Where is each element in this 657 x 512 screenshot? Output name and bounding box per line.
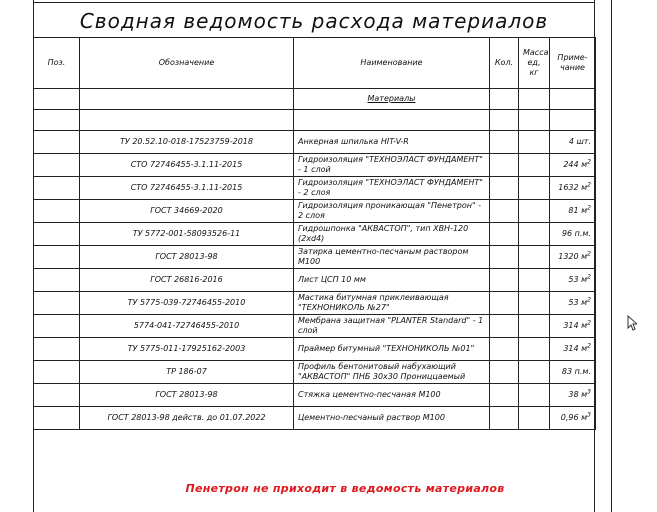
table-row bbox=[34, 131, 596, 154]
cell-qty bbox=[550, 384, 596, 407]
cell-count bbox=[490, 200, 519, 223]
cell-count bbox=[490, 246, 519, 269]
sheet-border-top bbox=[33, 2, 595, 3]
table-row bbox=[34, 177, 596, 200]
cell-pos bbox=[34, 384, 80, 407]
cell-designation: ТУ 20.52.10-018-17523759-2018 bbox=[80, 131, 294, 154]
cell-designation: СТО 72746455-3.1.11-2015 bbox=[80, 154, 294, 177]
cell-designation: ТУ 5775-039-72746455-2010 bbox=[80, 292, 294, 315]
cell-pos bbox=[34, 269, 80, 292]
cell-pos bbox=[34, 177, 80, 200]
table-row bbox=[34, 338, 596, 361]
cell-pos bbox=[34, 361, 80, 384]
table-row bbox=[34, 200, 596, 223]
cell-name: Гидроизоляция "ТЕХНОЭЛАСТ ФУНДАМЕНТ" - 2 слоя bbox=[294, 177, 490, 200]
unit-superscript: 2 bbox=[587, 273, 591, 281]
cell-count bbox=[490, 292, 519, 315]
qty-value: 4 шт. bbox=[568, 137, 591, 146]
cell-name: Профиль бентонитовый набухающий "АКВАСТОП" ПНБ 30х30 Прониццаемый bbox=[294, 361, 490, 384]
header-count: Кол. bbox=[490, 38, 519, 89]
cell-pos bbox=[34, 338, 80, 361]
qty-value: 0,96 м bbox=[560, 413, 588, 422]
cell-name: Гидроизоляция "ТЕХНОЭЛАСТ ФУНДАМЕНТ" - 1 слой bbox=[294, 154, 490, 177]
cell-name: Лист ЦСП 10 мм bbox=[294, 269, 490, 292]
cell-mass bbox=[519, 384, 550, 407]
cell-pos bbox=[34, 407, 80, 430]
unit-superscript: 2 bbox=[587, 296, 591, 304]
cell-count bbox=[490, 407, 519, 430]
cell-count bbox=[490, 223, 519, 246]
materials-table bbox=[33, 37, 596, 430]
qty-value: 53 м bbox=[568, 275, 588, 284]
unit-superscript: 2 bbox=[587, 158, 591, 166]
cell-mass bbox=[519, 292, 550, 315]
mouse-cursor-icon bbox=[627, 315, 637, 331]
header-note: Приме- чание bbox=[550, 38, 596, 89]
table-row bbox=[34, 292, 596, 315]
cell-name: Мембрана защитная "PLANTER Standard" - 1 слой bbox=[294, 315, 490, 338]
cell-pos bbox=[34, 315, 80, 338]
cell-name: Мастика битумная приклеивающая "ТЕХНОНИКОЛЬ №27" bbox=[294, 292, 490, 315]
table-row bbox=[34, 269, 596, 292]
table-row bbox=[34, 384, 596, 407]
table-row bbox=[34, 223, 596, 246]
cell-name: Цементно-песчаный раствор М100 bbox=[294, 407, 490, 430]
empty-row bbox=[34, 110, 596, 131]
cell-qty bbox=[550, 269, 596, 292]
header-name: Наименование bbox=[294, 38, 490, 89]
cell-mass bbox=[519, 269, 550, 292]
cell-name: Затирка цементно-песчаным раствором М100 bbox=[294, 246, 490, 269]
header-pos: Поз. bbox=[34, 38, 80, 89]
cell-pos bbox=[34, 131, 80, 154]
cell-mass bbox=[519, 154, 550, 177]
cell-qty bbox=[550, 338, 596, 361]
cell-mass bbox=[519, 315, 550, 338]
table-row bbox=[34, 361, 596, 384]
qty-value: 1320 м bbox=[558, 252, 588, 261]
cell-designation: СТО 72746455-3.1.11-2015 bbox=[80, 177, 294, 200]
cell-qty bbox=[550, 315, 596, 338]
cell-designation: ТУ 5775-011-17925162-2003 bbox=[80, 338, 294, 361]
cell-pos bbox=[34, 292, 80, 315]
unit-superscript: 2 bbox=[587, 204, 591, 212]
cell-count bbox=[490, 177, 519, 200]
cell-count bbox=[490, 384, 519, 407]
cell-qty bbox=[550, 177, 596, 200]
qty-value: 1632 м bbox=[558, 183, 588, 192]
qty-value: 314 м bbox=[563, 344, 588, 353]
qty-value: 244 м bbox=[563, 160, 588, 169]
cell-qty bbox=[550, 154, 596, 177]
cell-mass bbox=[519, 177, 550, 200]
unit-superscript: 3 bbox=[587, 411, 591, 419]
unit-superscript: 2 bbox=[587, 342, 591, 350]
cell-name: Праймер битумный "ТЕХНОНИКОЛЬ №01" bbox=[294, 338, 490, 361]
qty-value: 96 п.м. bbox=[561, 229, 591, 238]
header-designation: Обозначение bbox=[80, 38, 294, 89]
cell-pos bbox=[34, 246, 80, 269]
qty-value: 53 м bbox=[568, 298, 588, 307]
cell-qty bbox=[550, 223, 596, 246]
document-title: Сводная ведомость расхода материалов bbox=[79, 9, 549, 33]
table-row bbox=[34, 246, 596, 269]
cell-mass bbox=[519, 246, 550, 269]
cell-designation: ГОСТ 28013-98 bbox=[80, 246, 294, 269]
cell-mass bbox=[519, 407, 550, 430]
section-row bbox=[34, 89, 596, 110]
cell-designation: ГОСТ 26816-2016 bbox=[80, 269, 294, 292]
cell-designation: 5774-041-72746455-2010 bbox=[80, 315, 294, 338]
cell-count bbox=[490, 361, 519, 384]
cell-pos bbox=[34, 200, 80, 223]
cell-designation: ГОСТ 34669-2020 bbox=[80, 200, 294, 223]
cell-name: Стяжка цементно-песчаная М100 bbox=[294, 384, 490, 407]
sheet-edge-line bbox=[611, 0, 612, 512]
unit-superscript: 3 bbox=[587, 388, 591, 396]
header-mass: Масса ед, кг bbox=[519, 38, 550, 89]
cell-name: Анкерная шпилька HIT-V-R bbox=[294, 131, 490, 154]
cell-count bbox=[490, 338, 519, 361]
cell-count bbox=[490, 131, 519, 154]
unit-superscript: 2 bbox=[587, 181, 591, 189]
cell-designation: ТР 186-07 bbox=[80, 361, 294, 384]
cell-qty bbox=[550, 200, 596, 223]
cell-designation: ТУ 5772-001-58093526-11 bbox=[80, 223, 294, 246]
cell-name: Гидрошпонка "АКВАСТОП", тип ХВН-120 (2хd4) bbox=[294, 223, 490, 246]
unit-superscript: 2 bbox=[587, 250, 591, 258]
table-row bbox=[34, 154, 596, 177]
cell-pos bbox=[34, 223, 80, 246]
cell-count bbox=[490, 154, 519, 177]
cell-designation: ГОСТ 28013-98 bbox=[80, 384, 294, 407]
qty-value: 314 м bbox=[563, 321, 588, 330]
qty-value: 83 п.м. bbox=[561, 367, 591, 376]
cell-mass bbox=[519, 200, 550, 223]
cell-count bbox=[490, 269, 519, 292]
qty-value: 81 м bbox=[568, 206, 588, 215]
cell-name: Гидроизоляция проникающая "Пенетрон" - 2 слоя bbox=[294, 200, 490, 223]
cell-count bbox=[490, 315, 519, 338]
qty-value: 38 м bbox=[568, 390, 588, 399]
unit-superscript: 2 bbox=[587, 319, 591, 327]
red-note: Пенетрон не приходит в ведомость материалов bbox=[185, 482, 505, 495]
cell-qty bbox=[550, 131, 596, 154]
table-row bbox=[34, 315, 596, 338]
table-row bbox=[34, 407, 596, 430]
cell-mass bbox=[519, 338, 550, 361]
cell-qty bbox=[550, 361, 596, 384]
cell-qty bbox=[550, 246, 596, 269]
cell-qty bbox=[550, 407, 596, 430]
section-title: Материалы bbox=[367, 94, 416, 103]
cell-mass bbox=[519, 223, 550, 246]
cell-mass bbox=[519, 131, 550, 154]
cell-mass bbox=[519, 361, 550, 384]
cell-qty bbox=[550, 292, 596, 315]
cell-designation: ГОСТ 28013-98 действ. до 01.07.2022 bbox=[80, 407, 294, 430]
cell-pos bbox=[34, 154, 80, 177]
table-header-row bbox=[34, 38, 596, 89]
